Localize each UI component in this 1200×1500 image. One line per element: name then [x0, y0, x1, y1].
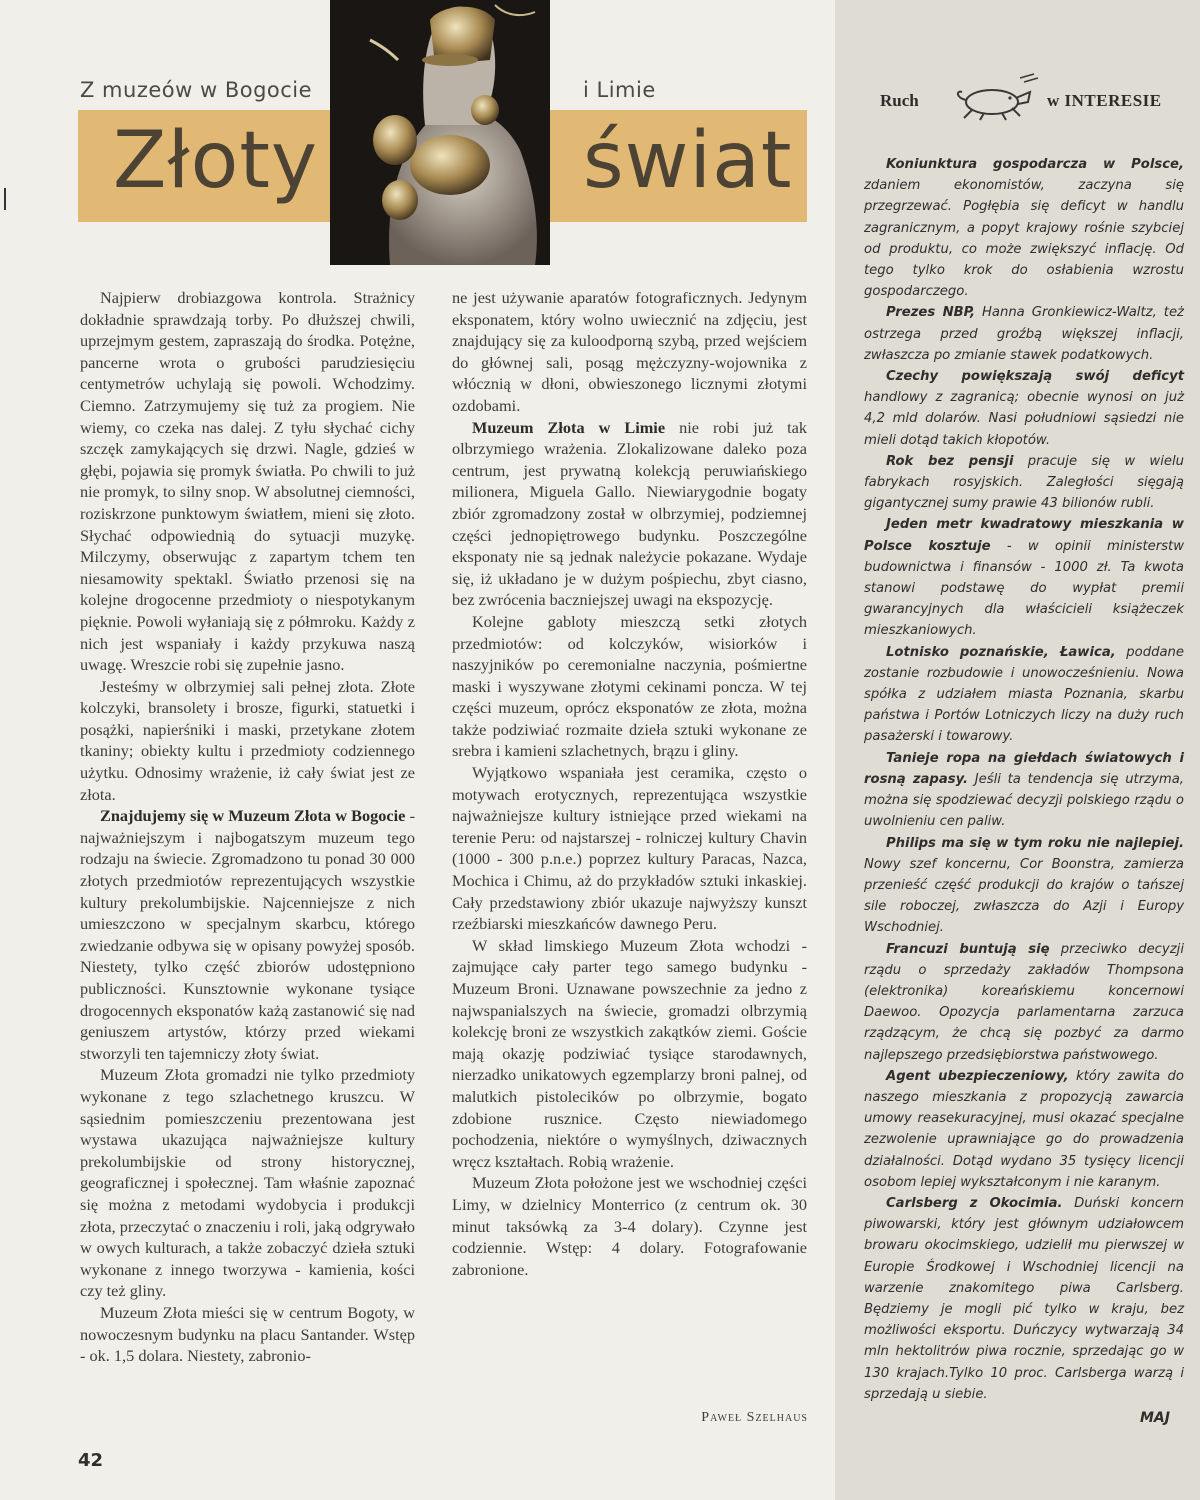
sidebar-header-left: Ruch — [880, 91, 919, 110]
news-item-lead: Francuzi buntują się — [886, 941, 1050, 957]
article-paragraph-text: Wyjątkowo wspaniała jest ceramika, często o motywach erotycznych, reprezentująca wszystkie najważniejsze kultury istniejące przed wiekami na terenie Peru: od najstarszej - rolniczej kultury Chavin (1000 - 300 p.n.e.) poprzez kultury Paracas, Nazca, Mochica i Chimu, aż do przykładów sztuki inkaskiej. Cały przedstawiony zbiór ukazuje najwyższy kunszt rzeźbiarski mieszkańców dawnego Peru. — [452, 763, 807, 934]
news-item-text: który zawita do naszego mieszkania z propozycją zawarcia umowy reasekuracyjnej, musi okazać specjalne zezwolenie uprawniające go do prowadzenia działalności. Dotąd wydano 35 tysięcy licencji osobom lepiej wykształconym i nie karanym. — [864, 1068, 1184, 1190]
article-column-1 — [80, 287, 415, 1367]
article-paragraph — [452, 287, 807, 417]
article-column-2 — [452, 287, 807, 1280]
article-paragraph-text: Muzeum Złota położone jest we wschodniej części Limy, w dzielnicy Monterrico (z centrum ok. 30 minut taksówką za 3-4 dolary). Czynne jest codziennie. Wstęp: 4 dolary. Fotografowanie zabronione. — [452, 1173, 807, 1279]
article-paragraph — [452, 935, 807, 1173]
news-item — [864, 748, 1184, 833]
news-item-lead: Rok bez pensji — [886, 453, 1014, 469]
article-paragraph — [80, 1302, 415, 1367]
article-paragraph-text: Kolejne gabloty mieszczą setki złotych przedmiotów: od kolczyków, wisiorków i naszyjników po ceremonialne naczynia, pośmiertne maski i wyszywane złotymi cekinami poncza. W tej części muzeum, oprócz eksponatów ze złota, można także podziwiać rozmaite dzieła sztuki wykonane ze srebra i kamieni szlachetnych, brązu i gliny. — [452, 611, 807, 761]
news-item — [864, 154, 1184, 302]
sidebar-header-prefix: w — [1047, 91, 1065, 110]
news-item — [864, 642, 1184, 748]
article-paragraph-text: W skład limskiego Muzeum Złota wchodzi - zajmujące cały parter tego samego budynku - Muzeum Broni. Uznawane powszechnie za jedno z najwspanialszych na świecie, gromadzi olbrzymią kolekcję broni ze wszystkich zakątków ziemi. Goście mają okazję podziwiać tysiące starodawnych, nierzadko unikatowych egzemplarzy broni palnej, od malutkich pistolecików po olbrzymie, bogato zdobione rusznice. Często niewiadomego pochodzenia, niektóre o wymyślnych, dziwacznych wręcz kształtach. Robią wrażenie. — [452, 935, 807, 1171]
article-paragraph — [80, 287, 415, 676]
news-item-lead: Philips ma się w tym roku nie najlepiej. — [886, 835, 1184, 851]
news-item-lead: Czechy powiększają swój deficyt — [886, 369, 1184, 385]
article-paragraph-text: ne jest używanie aparatów fotograficznych. Jedynym eksponatem, który wolno uwiecznić na zdjęciu, jest znajdujący się za kuloodporną szybą, przed wejściem do głównej sali, posąg mężczyzny-wojownika z włócznią w dłoni, obwieszonego licznymi złotymi ozdobami. — [452, 288, 807, 415]
news-item-lead: Koniunktura gospodarcza w Polsce, — [886, 157, 1184, 172]
news-item — [864, 451, 1184, 515]
author-byline: Paweł Szelhaus — [701, 1410, 808, 1425]
crop-mark — [4, 188, 6, 210]
news-item-text: Duński koncern piwowarski, który jest głównym udziałowcem browaru okocimskiego, udzielił mu pierwszej w Europie Środkowej i Wschodniej licencji na warzenie znakomitego piwa Carlsberg. Będziemy je mogli pić tylko w kraju, bez możliwości eksportu. Duńczycy wytwarzają 34 mln hektolitrów piwa rocznie, sprzedając go w 130 krajach.Tylko 10 proc. Carlsberga warzą i sprzedają u siebie. — [864, 1195, 1185, 1402]
news-item-text: Jeśli ta tendencja się utrzyma, można się spodziewać decyzji polskiego rządu o uwolnieniu cen paliw. — [864, 771, 1184, 830]
news-item-text: Hanna Gronkiewicz-Waltz, też ostrzega przed groźbą większej inflacji, zwłaszcza po zmianie stawek podatkowych. — [864, 305, 1184, 363]
news-item-lead: Jeden metr kwadratowy mieszkania w Polsce kosztuje — [864, 517, 1184, 554]
article-paragraph-text: Jesteśmy w olbrzymiej sali pełnej złota. Złote kolczyki, bransolety i brosze, figurki, statuetki i posążki, napierśniki i maski, przetykane złotem tkaniny; obiekty kultu i przedmioty codziennego użytku. Odnosimy wrażenie, iż cały świat jest ze złota. — [80, 676, 415, 804]
article-paragraph-text: Muzeum Złota gromadzi nie tylko przedmioty wykonane z tego szlachetnego kruszcu. W sąsiednim pomieszczeniu prezentowana jest wystawa ukazująca najważniejsze kultury prekolumbijskie od strony historycznej, geograficznej i społecznej. Tam właśnie zapoznać się można z metodami wydobycia i produkcji złota, przeczytać o znaczeniu i roli, jaką odgrywało w owych kulturach, a także zobaczyć dzieła sztuki wykonane z innego tworzywa - kamienia, kości czy też gliny. — [80, 1065, 415, 1301]
news-item — [864, 833, 1184, 939]
article-paragraph — [80, 805, 415, 1064]
news-item-text: pracuje się w wielu fabrykach rosyjskich. Zaległości sięgają gigantycznej sumy prawie 43 bilionów rubli. — [864, 453, 1185, 512]
news-item-text: zdaniem ekonomistów, zaczyna się przegrzewać. Pogłębia się deficyt w handlu zagranicznym, a popyt krajowy rośnie szybciej od produktu, co może zwiększyć inflację. Od tego tylko krok do osłabienia wzrostu gospodarczego. — [864, 178, 1184, 300]
news-item-lead: Carlsberg z Okocimia. — [886, 1195, 1063, 1211]
page-number: 42 — [78, 1450, 104, 1471]
article-paragraph — [452, 1172, 807, 1280]
news-item-text: poddane zostanie rozbudowie i unowocześnieniu. Nowa spółka z udziałem miasta Poznania, skarbu państwa i Portów Lotniczych liczy na duży ruch pasażerski i towarowy. — [864, 644, 1184, 745]
article-paragraph — [80, 676, 415, 806]
piggy-bank-icon — [950, 72, 1040, 122]
article-paragraph-text: - najważniejszym i najbogatszym muzeum tego rodzaju na świecie. Zgromadzono tu ponad 30 000 złotych przedmiotów reprezentujących wszystkie kultury prekolumbijskie. Najcenniejsze z nich umieszczono w specjalnym skarbcu, którego zwiedzanie odbywa się w opisany powyżej sposób. Niestety, tylko część zbiorów udostępniono publiczności. Kunsztownie wykonane tysiące drogocennych eksponatów każą zastanowić się nad geniuszem artystów, którzy przed wiekami stworzyli ten tajemniczy złoty świat. — [80, 806, 415, 1063]
article-paragraph — [452, 762, 807, 935]
news-item-lead: Agent ubezpieczeniowy, — [886, 1068, 1069, 1084]
news-column — [864, 154, 1184, 1405]
news-item-text: przeciwko decyzji rządu o sprzedaży zakładów Thompsona (elektronika) koreańskiemu koncernowi Daewoo. Opozycja parlamentarna zarzuca rządzącym, że chcą się pozbyć za darmo najlepszego przedsiębiorstwa państwowego. — [864, 941, 1184, 1063]
news-item-lead: Tanieje ropa na giełdach światowych i rosną zapasy. — [864, 750, 1184, 787]
news-item — [864, 514, 1184, 641]
article-paragraph — [80, 1064, 415, 1302]
sidebar-header-right — [1047, 91, 1162, 111]
article-paragraph — [452, 417, 807, 611]
news-item-text: handlowy z zagranicą; obecnie wynosi on już 4,2 mld dolarów. Nasi południowi sąsiedzi nie mieli dotąd takich kłopotów. — [864, 390, 1184, 448]
sidebar-signature: MAJ — [1140, 1410, 1170, 1426]
article-paragraph-text: nie robi już tak olbrzymiego wrażenia. Zlokalizowane daleko poza centrum, jest prywatną kolekcją peruwiańskiego milionera, Miguela Gallo. Niewiarygodnie bogaty zbiór zgromadzony został w olbrzymiej, podziemnej części jednopiętrowego budynku. Poszczególne eksponaty nie są jednak należycie pokazane. Wydaje się, iż układano je w dużym pośpiechu, zbyt ciasno, bez zwrócenia baczniejszej uwagi na ekspozycję. — [452, 417, 807, 610]
news-item-text: - w opinii ministerstw budownictwa i finansów - 1000 zł. Ta kwota stanowi podstawę do wypłat premii gwarancyjnych dla właścicieli książeczek mieszkaniowych. — [864, 538, 1184, 639]
header-photo — [330, 0, 550, 265]
article-paragraph-lead: Muzeum Złota w Limie — [472, 417, 666, 437]
kicker-left: Z muzeów w Bogocie — [80, 78, 313, 102]
article-paragraph-text: Muzeum Złota mieści się w centrum Bogoty, w nowoczesnym budynku na placu Santander. Wstęp - ok. 1,5 dolara. Niestety, zabronio- — [80, 1302, 415, 1366]
kicker-right: i Limie — [583, 78, 656, 102]
news-item-text: Nowy szef koncernu, Cor Boonstra, zamierza przenieść część produkcji do krajów o tańszej sile roboczej, zwłaszcza do Azji i Europy Wschodniej. — [864, 856, 1184, 936]
article-paragraph-text: Najpierw drobiazgowa kontrola. Strażnicy dokładnie sprawdzają torby. Po dłuższej chwili, uprzejmym gestem, zapraszają do środka. Potężne, pancerne wrota o grubości parudziesięciu centymetrów uchylają się powoli. Wchodzimy. Ciemno. Zatrzymujemy się tuż za progiem. Nie wiemy, co czeka nas dalej. Z tyłu słychać cichy szczęk zamykających się drzwi. Nagle, gdzieś w głębi, pojawia się promyk światła. Po chwili to już nie promyk, to silny snop. W absolutnej ciemności, roziskrzone punktowym światłem, mieni się złoto. Słychać odpowiednią do sytuacji muzykę. Milczymy, obserwując z zapartym tchem ten niesamowity spektakl. Światło przenosi się na kolejne drogocenne przedmioty o niespotykanym pięknie. Powoli wyłaniają się z półmroku. Każdy z nich jest wspaniały i każdy przykuwa naszą uwagę. Wreszcie robi się zupełnie jasno. — [80, 288, 415, 675]
news-item — [864, 1193, 1184, 1405]
article-paragraph-lead: Znajdujemy się w Muzeum Złota w Bogocie — [100, 806, 406, 826]
news-item-lead: Prezes NBP, — [886, 305, 975, 321]
news-item — [864, 939, 1184, 1066]
title-left: Złoty — [113, 116, 319, 206]
news-item — [864, 302, 1184, 366]
news-item — [864, 366, 1184, 451]
title-right: świat — [583, 116, 793, 206]
gold-mask-figure-image — [330, 0, 550, 265]
news-item-lead: Lotnisko poznańskie, Ławica, — [886, 644, 1116, 660]
article-paragraph — [452, 611, 807, 762]
news-item — [864, 1066, 1184, 1193]
sidebar-header-word: INTERESIE — [1064, 91, 1162, 110]
